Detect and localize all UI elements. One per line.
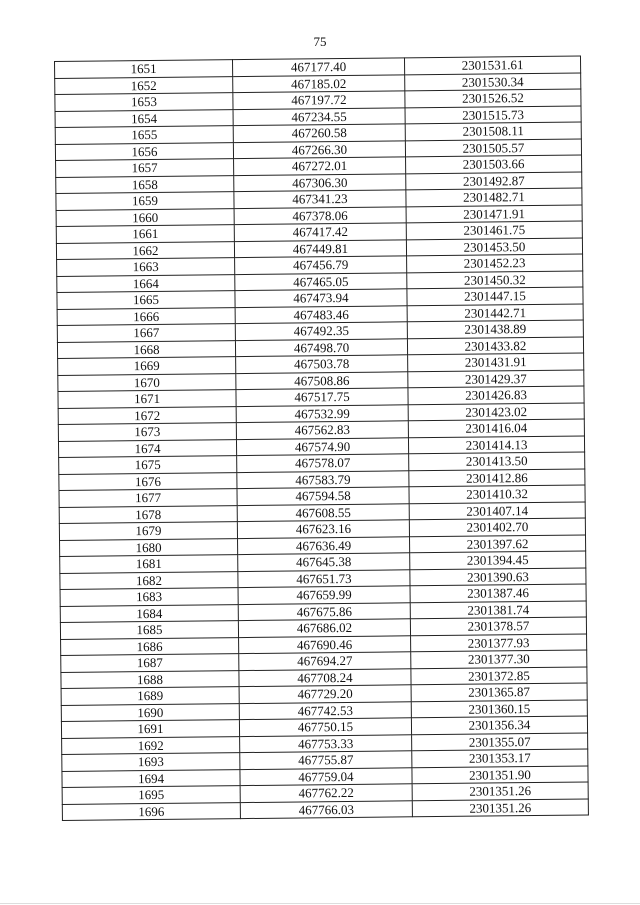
page-number: 75 <box>313 34 327 49</box>
y-coordinate-cell: 2301410.32 <box>409 485 585 503</box>
point-number-cell: 1682 <box>60 571 238 589</box>
point-number-cell: 1686 <box>61 637 239 655</box>
point-number-cell: 1675 <box>59 456 237 474</box>
y-coordinate-cell: 2301402.70 <box>409 518 585 536</box>
y-coordinate-cell: 2301508.11 <box>405 122 581 140</box>
y-coordinate-cell: 2301431.91 <box>408 353 584 371</box>
x-coordinate-cell: 467636.49 <box>238 536 410 554</box>
point-number-cell: 1673 <box>58 423 236 441</box>
point-number-cell: 1678 <box>59 505 237 523</box>
point-number-cell: 1668 <box>57 340 235 358</box>
point-number-cell: 1677 <box>59 489 237 507</box>
point-number-cell: 1652 <box>55 76 233 94</box>
x-coordinate-cell: 467378.06 <box>234 206 406 224</box>
y-coordinate-cell: 2301429.37 <box>408 369 584 387</box>
point-number-cell: 1692 <box>62 736 240 754</box>
point-number-cell: 1691 <box>61 720 239 738</box>
y-coordinate-cell: 2301360.15 <box>411 699 587 717</box>
point-number-cell: 1653 <box>55 93 233 111</box>
x-coordinate-cell: 467645.38 <box>238 553 410 571</box>
x-coordinate-cell: 467755.87 <box>240 751 412 769</box>
point-number-cell: 1663 <box>57 258 235 276</box>
y-coordinate-cell: 2301356.34 <box>411 716 587 734</box>
x-coordinate-cell: 467517.75 <box>236 388 408 406</box>
y-coordinate-cell: 2301390.63 <box>410 567 586 585</box>
point-number-cell: 1665 <box>57 291 235 309</box>
point-number-cell: 1657 <box>56 159 234 177</box>
coordinates-table-body <box>55 56 589 820</box>
x-coordinate-cell: 467659.99 <box>238 586 410 604</box>
point-number-cell: 1679 <box>59 522 237 540</box>
point-number-cell: 1656 <box>55 142 233 160</box>
y-coordinate-cell: 2301492.87 <box>406 171 582 189</box>
y-coordinate-cell: 2301452.23 <box>407 254 583 272</box>
point-number-cell: 1689 <box>61 687 239 705</box>
point-number-cell: 1669 <box>58 357 236 375</box>
y-coordinate-cell: 2301355.07 <box>412 732 588 750</box>
point-number-cell: 1680 <box>60 538 238 556</box>
x-coordinate-cell: 467623.16 <box>237 520 409 538</box>
y-coordinate-cell: 2301387.46 <box>410 584 586 602</box>
x-coordinate-cell: 467574.90 <box>236 437 408 455</box>
x-coordinate-cell: 467594.58 <box>237 487 409 505</box>
point-number-cell: 1676 <box>59 472 237 490</box>
x-coordinate-cell: 467272.01 <box>234 157 406 175</box>
point-number-cell: 1694 <box>62 769 240 787</box>
x-coordinate-cell: 467753.33 <box>240 734 412 752</box>
y-coordinate-cell: 2301381.74 <box>410 600 586 618</box>
point-number-cell: 1662 <box>56 241 234 259</box>
x-coordinate-cell: 467508.86 <box>236 371 408 389</box>
x-coordinate-cell: 467742.53 <box>239 701 411 719</box>
x-coordinate-cell: 467498.70 <box>235 338 407 356</box>
x-coordinate-cell: 467492.35 <box>235 322 407 340</box>
x-coordinate-cell: 467456.79 <box>235 256 407 274</box>
x-coordinate-cell: 467266.30 <box>233 140 405 158</box>
y-coordinate-cell: 2301414.13 <box>408 435 584 453</box>
point-number-cell: 1655 <box>55 126 233 144</box>
point-number-cell: 1654 <box>55 109 233 127</box>
x-coordinate-cell: 467465.05 <box>235 272 407 290</box>
x-coordinate-cell: 467766.03 <box>240 800 412 818</box>
x-coordinate-cell: 467750.15 <box>239 718 411 736</box>
x-coordinate-cell: 467608.55 <box>237 503 409 521</box>
y-coordinate-cell: 2301447.15 <box>407 287 583 305</box>
point-number-cell: 1688 <box>61 670 239 688</box>
coordinates-table-container <box>54 55 588 820</box>
y-coordinate-cell: 2301426.83 <box>408 386 584 404</box>
point-number-cell: 1693 <box>62 753 240 771</box>
point-number-cell: 1684 <box>60 604 238 622</box>
y-coordinate-cell: 2301377.93 <box>411 633 587 651</box>
y-coordinate-cell: 2301471.91 <box>406 204 582 222</box>
point-number-cell: 1658 <box>56 175 234 193</box>
coordinates-table <box>54 55 589 820</box>
point-number-cell: 1674 <box>58 439 236 457</box>
y-coordinate-cell: 2301482.71 <box>406 188 582 206</box>
x-coordinate-cell: 467177.40 <box>232 58 404 76</box>
y-coordinate-cell: 2301377.30 <box>411 650 587 668</box>
page-bottom-edge <box>0 903 640 904</box>
y-coordinate-cell: 2301515.73 <box>405 105 581 123</box>
x-coordinate-cell: 467483.46 <box>235 305 407 323</box>
y-coordinate-cell: 2301530.34 <box>405 72 581 90</box>
point-number-cell: 1664 <box>57 274 235 292</box>
point-number-cell: 1687 <box>61 654 239 672</box>
x-coordinate-cell: 467473.94 <box>235 289 407 307</box>
x-coordinate-cell: 467583.79 <box>237 470 409 488</box>
x-coordinate-cell: 467578.07 <box>237 454 409 472</box>
x-coordinate-cell: 467341.23 <box>234 190 406 208</box>
x-coordinate-cell: 467260.58 <box>233 124 405 142</box>
y-coordinate-cell: 2301505.57 <box>405 138 581 156</box>
y-coordinate-cell: 2301416.04 <box>408 419 584 437</box>
point-number-cell: 1690 <box>61 703 239 721</box>
x-coordinate-cell: 467694.27 <box>239 652 411 670</box>
y-coordinate-cell: 2301394.45 <box>410 551 586 569</box>
y-coordinate-cell: 2301433.82 <box>407 336 583 354</box>
y-coordinate-cell: 2301353.17 <box>412 749 588 767</box>
y-coordinate-cell: 2301503.66 <box>406 155 582 173</box>
point-number-cell: 1661 <box>56 225 234 243</box>
x-coordinate-cell: 467690.46 <box>239 635 411 653</box>
x-coordinate-cell: 467762.22 <box>240 784 412 802</box>
point-number-cell: 1685 <box>60 621 238 639</box>
point-number-cell: 1696 <box>62 802 240 820</box>
point-number-cell: 1670 <box>58 373 236 391</box>
y-coordinate-cell: 2301351.26 <box>412 782 588 800</box>
x-coordinate-cell: 467708.24 <box>239 668 411 686</box>
y-coordinate-cell: 2301372.85 <box>411 666 587 684</box>
x-coordinate-cell: 467234.55 <box>233 107 405 125</box>
point-number-cell: 1671 <box>58 390 236 408</box>
x-coordinate-cell: 467675.86 <box>238 602 410 620</box>
y-coordinate-cell: 2301413.50 <box>409 452 585 470</box>
y-coordinate-cell: 2301450.32 <box>407 270 583 288</box>
point-number-cell: 1695 <box>62 786 240 804</box>
point-number-cell: 1681 <box>60 555 238 573</box>
x-coordinate-cell: 467562.83 <box>236 421 408 439</box>
x-coordinate-cell: 467686.02 <box>238 619 410 637</box>
x-coordinate-cell: 467417.42 <box>234 223 406 241</box>
point-number-cell: 1659 <box>56 192 234 210</box>
x-coordinate-cell: 467503.78 <box>236 355 408 373</box>
x-coordinate-cell: 467449.81 <box>234 239 406 257</box>
x-coordinate-cell: 467729.20 <box>239 685 411 703</box>
y-coordinate-cell: 2301423.02 <box>408 402 584 420</box>
point-number-cell: 1660 <box>56 208 234 226</box>
x-coordinate-cell: 467306.30 <box>234 173 406 191</box>
y-coordinate-cell: 2301351.26 <box>412 798 588 816</box>
y-coordinate-cell: 2301531.61 <box>404 56 580 74</box>
point-number-cell: 1683 <box>60 588 238 606</box>
y-coordinate-cell: 2301351.90 <box>412 765 588 783</box>
y-coordinate-cell: 2301526.52 <box>405 89 581 107</box>
point-number-cell: 1667 <box>57 324 235 342</box>
y-coordinate-cell: 2301378.57 <box>410 617 586 635</box>
x-coordinate-cell: 467759.04 <box>240 767 412 785</box>
point-number-cell: 1651 <box>55 60 233 78</box>
y-coordinate-cell: 2301407.14 <box>409 501 585 519</box>
y-coordinate-cell: 2301442.71 <box>407 303 583 321</box>
x-coordinate-cell: 467197.72 <box>233 91 405 109</box>
y-coordinate-cell: 2301412.86 <box>409 468 585 486</box>
x-coordinate-cell: 467532.99 <box>236 404 408 422</box>
point-number-cell: 1666 <box>57 307 235 325</box>
y-coordinate-cell: 2301461.75 <box>406 221 582 239</box>
y-coordinate-cell: 2301397.62 <box>409 534 585 552</box>
y-coordinate-cell: 2301365.87 <box>411 683 587 701</box>
x-coordinate-cell: 467651.73 <box>238 569 410 587</box>
y-coordinate-cell: 2301438.89 <box>407 320 583 338</box>
y-coordinate-cell: 2301453.50 <box>406 237 582 255</box>
point-number-cell: 1672 <box>58 406 236 424</box>
x-coordinate-cell: 467185.02 <box>233 74 405 92</box>
